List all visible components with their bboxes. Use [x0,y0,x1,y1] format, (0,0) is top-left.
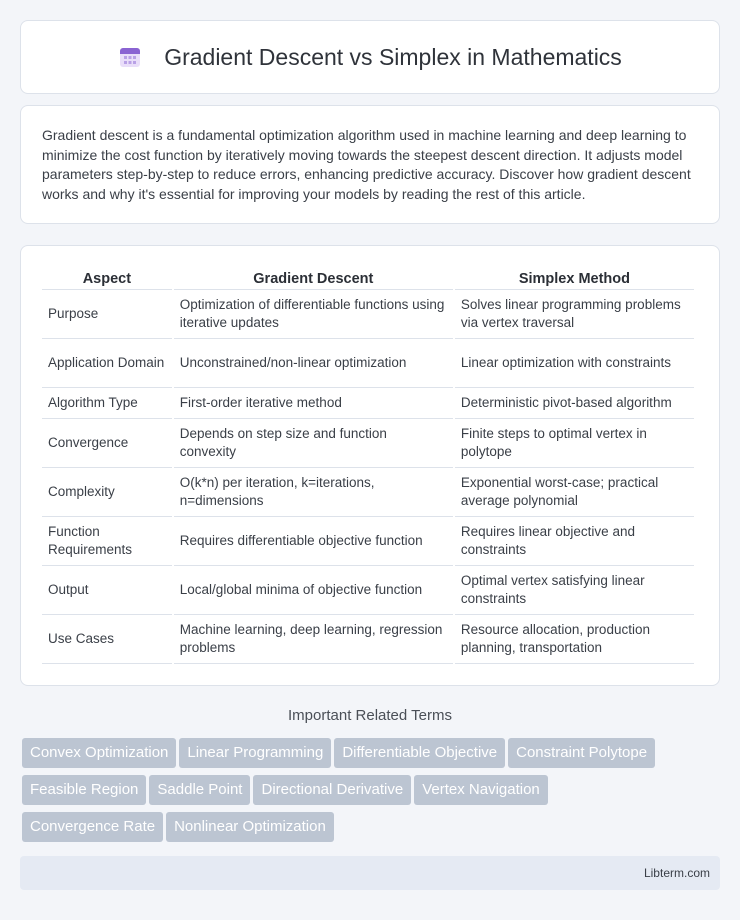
table-row [42,419,694,468]
page-title: Gradient Descent vs Simplex in Mathematics [164,43,622,70]
table-header-row [42,266,694,290]
aspect-cell: Function Requirements [42,517,172,566]
header-simplex-method: Simplex Method [455,266,694,290]
table-row [42,615,694,664]
aspect-cell: Algorithm Type [42,388,172,419]
simplex-cell: Requires linear objective and constraints [455,517,694,566]
header-aspect: Aspect [42,266,172,290]
simplex-cell: Exponential worst-case; practical average polynomial [455,468,694,517]
header-gradient-descent: Gradient Descent [174,266,453,290]
simplex-cell: Resource allocation, production planning, transportation [455,615,694,664]
intro-card [20,105,720,224]
tag-nonlinear-optimization[interactable]: Nonlinear Optimization [166,812,334,842]
intro-text: Gradient descent is a fundamental optimization algorithm used in machine learning and deep learning to minimize the cost function by iteratively moving towards the steepest descent direction. It adjusts model parameters step-by-step to reduce errors, enhancing predictive accuracy. Discover how gradient descent works and why it's essential for improving your models by reading the rest of this article. [42,127,691,202]
tag-convex-optimization[interactable]: Convex Optimization [22,738,176,768]
table-row [42,290,694,339]
gradient-cell: Optimization of differentiable functions using iterative updates [174,290,453,339]
tag-linear-programming[interactable]: Linear Programming [179,738,331,768]
tag-differentiable-objective[interactable]: Differentiable Objective [334,738,505,768]
simplex-cell: Finite steps to optimal vertex in polytope [455,419,694,468]
gradient-cell: First-order iterative method [174,388,453,419]
gradient-cell: Local/global minima of objective function [174,566,453,615]
aspect-cell: Use Cases [42,615,172,664]
table-row [42,388,694,419]
tag-vertex-navigation[interactable]: Vertex Navigation [414,775,548,805]
simplex-cell: Optimal vertex satisfying linear constraints [455,566,694,615]
footer-site-link[interactable]: Libterm.com [643,866,710,880]
table-row [42,339,694,388]
table-row [42,566,694,615]
aspect-cell: Convergence [42,419,172,468]
aspect-cell: Purpose [42,290,172,339]
gradient-cell: Unconstrained/non-linear optimization [174,339,453,388]
tag-feasible-region[interactable]: Feasible Region [22,775,146,805]
gradient-cell: Machine learning, deep learning, regression problems [174,615,453,664]
tag-constraint-polytope[interactable]: Constraint Polytope [508,738,655,768]
comparison-table [40,266,696,664]
simplex-cell: Deterministic pivot-based algorithm [455,388,694,419]
related-terms-list [22,738,722,849]
calendar-icon [118,45,142,69]
tag-directional-derivative[interactable]: Directional Derivative [253,775,411,805]
simplex-cell: Linear optimization with constraints [455,339,694,388]
gradient-cell: Requires differentiable objective function [174,517,453,566]
table-row [42,468,694,517]
aspect-cell: Application Domain [42,339,172,388]
aspect-cell: Output [42,566,172,615]
gradient-cell: O(k*n) per iteration, k=iterations, n=dimensions [174,468,453,517]
footer [20,856,720,890]
gradient-cell: Depends on step size and function convexity [174,419,453,468]
aspect-cell: Complexity [42,468,172,517]
comparison-card [20,245,720,686]
related-terms-title: Important Related Terms [288,707,452,724]
tag-convergence-rate[interactable]: Convergence Rate [22,812,163,842]
title-card [20,20,720,94]
simplex-cell: Solves linear programming problems via vertex traversal [455,290,694,339]
table-row [42,517,694,566]
tag-saddle-point[interactable]: Saddle Point [149,775,250,805]
